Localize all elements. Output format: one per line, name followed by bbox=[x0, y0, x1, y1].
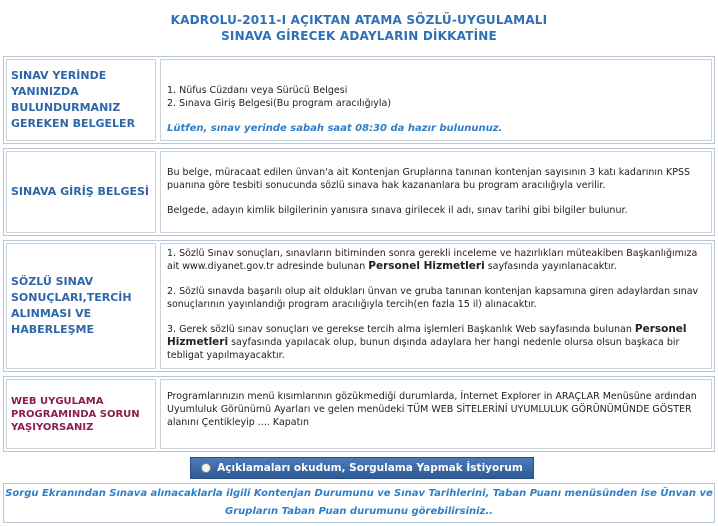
results-text: sayfasında yayınlanacaktır. bbox=[484, 261, 617, 272]
results-text: sayfasında yapılacak olup, bunun dışında adaylara her hangi nedenle olursa olsun başkaca bir tebligat yapılmayacaktır. bbox=[167, 337, 680, 361]
required-document-item: 2. Sınava Giriş Belgesi(Bu program aracılığıyla) bbox=[167, 98, 392, 109]
section-content-entry-document bbox=[160, 151, 712, 233]
section-label-required-documents: SINAV YERİNDE YANINIZDA BULUNDURMANIZ GEREKEN BELGELER bbox=[6, 59, 156, 141]
personnel-services-link: Personel Hizmetleri bbox=[368, 260, 485, 272]
required-document-item: 1. Nüfus Cüzdanı veya Sürücü Belgesi bbox=[167, 85, 348, 96]
confirm-read-button[interactable] bbox=[190, 457, 534, 479]
personnel-services-link: Personel Hizmetleri bbox=[167, 323, 687, 348]
section-label-results: SÖZLÜ SINAV SONUÇLARI,TERCİH ALINMASI VE HABERLEŞME bbox=[6, 243, 156, 369]
section-label-entry-document: SINAVA GİRİŞ BELGESİ bbox=[6, 151, 156, 233]
radio-icon[interactable] bbox=[201, 463, 211, 473]
footer-note: Sorgu Ekranından Sınava alınacaklarla ilgili Kontenjan Durumunu ve Sınav Tarihlerini, Taban Puanı menüsünden ise Ünvan ve Grupların Taban Puan durumunu görebilirsiniz.. bbox=[3, 483, 715, 523]
results-paragraph bbox=[167, 247, 705, 273]
entry-document-paragraph: Bu belge, müracaat edilen ünvan'a ait Kontenjan Gruplarına tanınan kontenjan sayısının 3 katı kadarının KPSS puanına göre tesbiti sonucunda sözlü sınava hak kazananlara bu program aracılığıyla verilir. bbox=[167, 167, 691, 191]
section-content-required-documents bbox=[160, 59, 712, 141]
section-web-problems bbox=[3, 376, 715, 452]
results-text: 3. Gerek sözlü sınav sonuçları ve gerekse tercih alma işlemleri Başkanlık Web sayfasında bulunan bbox=[167, 324, 635, 335]
confirm-read-label: Açıklamaları okudum, Sorgulama Yapmak İstiyorum bbox=[217, 462, 523, 474]
results-text: 1. Sözlü Sınav sonuçları, sınavların bitiminden sonra gerekli inceleme ve hazırlıkları müteakiben Başkanlığımıza ait www.diyanet.gov.tr adresinde bulunan bbox=[167, 248, 698, 272]
page-title bbox=[0, 12, 718, 44]
section-content-results bbox=[160, 243, 712, 369]
results-paragraph: 2. Sözlü sınavda başarılı olup ait oldukları ünvan ve gruba tanınan kontenjan kapsamına giren adaylardan sınav sonuçlarının yayınlandığı program aracılığıyla tercih(en fazla 15 il) alınacaktır. bbox=[167, 286, 699, 310]
section-results bbox=[3, 240, 715, 372]
section-label-web-problems: WEB UYGULAMA PROGRAMINDA SORUN YAŞIYORSANIZ bbox=[6, 379, 156, 449]
page-title-line2: SINAVA GİRECEK ADAYLARIN DİKKATİNE bbox=[221, 29, 497, 43]
section-required-documents bbox=[3, 56, 715, 144]
web-problems-text: Programlarınızın menü kısımlarının gözükmediği durumlarda, İnternet Explorer in ARAÇLAR Menüsüne ardından Uyumluluk Görünümü Ayarları ve gelen menüdeki TÜM WEB SİTELERİNİ UYUMLULUK GÖRÜNÜMÜNDE GÖSTER alanını Çentikleyip .... Kapatın bbox=[167, 391, 697, 428]
arrival-time-note: Lütfen, sınav yerinde sabah saat 08:30 da hazır bulununuz. bbox=[167, 123, 503, 134]
entry-document-paragraph: Belgede, adayın kimlik bilgilerinin yanısıra sınava girilecek il adı, sınav tarihi gibi bilgiler bulunur. bbox=[167, 205, 628, 216]
section-entry-document bbox=[3, 148, 715, 236]
section-content-web-problems bbox=[160, 379, 712, 449]
page-title-line1: KADROLU-2011-I AÇIKTAN ATAMA SÖZLÜ-UYGULAMALI bbox=[170, 13, 548, 27]
results-paragraph bbox=[167, 323, 705, 362]
